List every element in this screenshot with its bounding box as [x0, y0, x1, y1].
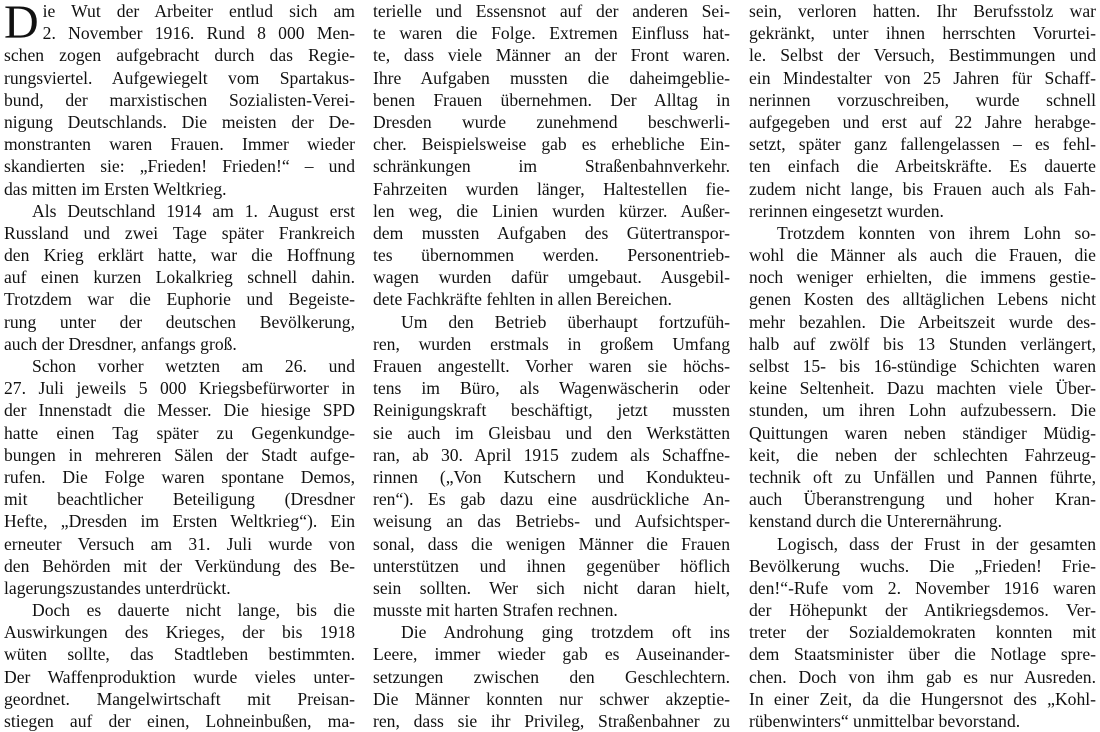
text-line: Um den Betrieb überhaupt fortzufüh-	[401, 311, 730, 332]
text-line: den!“-Rufe vom 2. November 1916 waren	[749, 577, 1096, 598]
text-line: te, dass viele Männer an der Front waren.	[373, 45, 730, 66]
text-line: Dresden wurde zunehmend beschwerli-	[373, 111, 730, 132]
text-line: der Innenstadt die Messer. Die hiesige SPD	[4, 400, 355, 421]
text-line: setzungen zwischen den Geschlechtern.	[373, 666, 730, 687]
text-line: wüten sollte, das Stadtleben bestimmten.	[4, 644, 355, 665]
text-line: te waren die Folge. Extremen Einfluss hat-	[373, 23, 730, 44]
text-line: tes übernommen werden. Personentrieb-	[373, 245, 730, 266]
text-line: ren, dass sie ihr Privileg, Straßenbahner zu	[373, 711, 730, 731]
text-line: Bevölkerung wuchs. Die „Frieden! Frie-	[749, 555, 1096, 576]
text-line: zudem nicht lange, bis Frauen auch als Fah-	[749, 178, 1096, 199]
text-line: terielle und Essensnot auf der anderen Sei-	[373, 1, 730, 21]
text-line: erneuter Versuch am 31. Juli wurde von	[4, 533, 355, 554]
text-line: stiegen auf der einen, Lohneinbußen, ma-	[4, 711, 355, 731]
text-line: hatte einen Tag später zu Gegenkundge-	[4, 422, 355, 443]
text-line: Ihre Aufgaben mussten die daheimgeblie-	[373, 67, 730, 88]
text-line: lagerungszustandes unterdrückt.	[4, 577, 231, 598]
text-line: Als Deutschland 1914 am 1. August erst	[32, 200, 355, 221]
text-line: musste mit harten Strafen rechnen.	[373, 600, 618, 621]
text-line: Logisch, dass der Frust in der gesamten	[777, 533, 1096, 554]
text-line: noch weniger erhielten, die immens gestie-	[749, 267, 1096, 288]
text-line: cher. Beispielsweise gab es erhebliche Ein-	[373, 134, 730, 155]
text-line: auch Überanstrengung und hoher Kran-	[749, 489, 1096, 510]
text-line: wagen wurden dafür umgebaut. Ausgebil-	[373, 267, 730, 288]
text-line: ren, wurden erstmals in großem Umfang	[373, 333, 730, 354]
text-line: len weg, die Linien wurden kürzer. Außer-	[373, 200, 730, 221]
text-line: Russland und zwei Tage später Frankreich	[4, 222, 355, 243]
text-line: keine Seltenheit. Dazu machten viele Über-	[749, 378, 1096, 399]
text-line: Frauen angestellt. Vorher waren sie höchs-	[373, 356, 730, 376]
text-line: nigung Deutschlands. Die meisten der De-	[4, 111, 355, 132]
text-line: rübenwinters“ unmittelbar bevorstand.	[749, 711, 1021, 731]
text-line: ran, ab 30. April 1915 zudem als Schaffne-	[373, 444, 730, 465]
text-line: ten einfach die Arbeitskräfte. Es dauerte	[749, 156, 1096, 177]
text-line: sonal, dass die wenigen Männer die Frauen	[373, 533, 730, 554]
text-line: 2. November 1916. Rund 8 000 Men-	[42, 23, 355, 44]
text-line: weisung an das Betriebs- und Aufsichtsper-	[373, 511, 730, 532]
text-line: Die Männer konnten nur schwer akzeptie-	[373, 688, 730, 709]
text-line: rinnen („Von Kutschern und Kondukteu-	[373, 466, 730, 487]
text-line: ein Mindestalter von 25 Jahren für Schaff-	[749, 67, 1096, 88]
text-line: keit, die neben der schlechten Fahrzeug-	[749, 444, 1096, 465]
text-line: Auswirkungen des Krieges, der bis 1918	[4, 622, 355, 643]
text-line: selbst 15- bis 16-stündige Schichten waren	[749, 356, 1096, 376]
text-line: dem Staatsminister über die Notlage spre-	[749, 644, 1096, 665]
text-line: bund, der marxistischen Sozialisten-Verei-	[4, 89, 355, 110]
text-line: treter der Sozialdemokraten konnten mit	[749, 622, 1096, 643]
text-line: mit beachtlicher Beteiligung (Dresdner	[4, 489, 355, 510]
text-line: In einer Zeit, da die Hungersnot des „Kohl-	[749, 688, 1096, 709]
text-line: unterstützen und ihnen gegenüber höflich	[373, 555, 730, 576]
text-line: 27. Juli jeweils 5 000 Kriegsbefürworter in	[4, 378, 355, 399]
text-line: ie Wut der Arbeiter entlud sich am	[42, 1, 355, 21]
text-line: Trotzdem konnten von ihrem Lohn so-	[777, 222, 1096, 243]
text-line: monstranten waren Frauen. Immer wieder	[4, 134, 355, 155]
text-line: auf einen kurzen Lokalkrieg schnell dahin.	[4, 267, 355, 288]
text-line: le. Selbst der Versuch, Bestimmungen und	[749, 45, 1096, 66]
text-line: Doch es dauerte nicht lange, bis die	[32, 600, 355, 621]
text-line: skandierten sie: „Frieden! Frieden!“ – und	[4, 156, 355, 177]
text-line: mehr bezahlen. Die Arbeitszeit wurde des-	[749, 311, 1096, 332]
text-line: stunden, um ihren Lohn aufzubessern. Die	[749, 400, 1096, 421]
text-line: das mitten im Ersten Weltkrieg.	[4, 178, 227, 199]
text-line: rung unter der deutschen Bevölkerung,	[4, 311, 355, 332]
text-line: sein sollten. Wer sich nicht daran hielt,	[373, 577, 730, 598]
text-line: Der Waffenproduktion wurde vieles unter-	[4, 666, 355, 687]
article-column-2	[373, 0, 730, 732]
text-line: setzt, später ganz fallengelassen – es fehl-	[749, 134, 1096, 155]
text-line: Reinigungskraft beschäftigt, jetzt mussten	[373, 400, 730, 421]
text-line: dem mussten Aufgaben des Gütertranspor-	[373, 222, 730, 243]
text-line: schränkungen im Straßenbahnverkehr.	[373, 156, 730, 177]
text-line: schen zogen aufgebracht durch das Regie-	[4, 45, 355, 66]
article-column-1	[4, 0, 355, 732]
text-line: dete Fachkräfte fehlten in allen Bereichen.	[373, 289, 672, 310]
text-line: Fahrzeiten wurden länger, Haltestellen fie-	[373, 178, 730, 199]
text-line: wohl die Männer als auch die Frauen, die	[749, 245, 1096, 266]
text-line: Schon vorher wetzten am 26. und	[32, 356, 355, 376]
text-line: benen Frauen übernehmen. Der Alltag in	[373, 89, 730, 110]
text-line: tens im Büro, als Wagenwäscherin oder	[373, 378, 730, 399]
text-line: sein, verloren hatten. Ihr Berufsstolz war	[749, 1, 1096, 21]
drop-cap: D	[4, 0, 39, 49]
text-line: auch der Dresdner, anfangs groß.	[4, 333, 237, 354]
text-line: ren“). Es gab dazu eine ausdrückliche An-	[373, 489, 730, 510]
text-line: Hefte, „Dresden im Ersten Weltkrieg“). Ein	[4, 511, 355, 532]
text-line: bungen in mehreren Sälen der Stadt aufge-	[4, 444, 355, 465]
text-line: Die Androhung ging trotzdem oft ins	[401, 622, 730, 643]
text-line: technik oft zu Unfällen und Pannen führte,	[749, 466, 1096, 487]
text-line: gekränkt, unter ihnen herrschten Vorurtei-	[749, 23, 1096, 44]
text-line: Trotzdem war die Euphorie und Begeiste-	[4, 289, 355, 310]
text-line: Quittungen waren neben ständiger Müdig-	[749, 422, 1096, 443]
text-line: der Höhepunkt der Antikriegsdemos. Ver-	[749, 600, 1096, 621]
text-line: den Krieg erklärt hatte, war die Hoffnung	[4, 245, 355, 266]
text-line: den Behörden mit der Verkündung des Be-	[4, 555, 355, 576]
text-line: genen Kosten des alltäglichen Lebens nicht	[749, 289, 1096, 310]
text-line: rerinnen eingesetzt wurden.	[749, 200, 944, 221]
text-line: rungsviertel. Aufgewiegelt vom Spartakus-	[4, 67, 355, 88]
article-column-3	[749, 0, 1096, 732]
text-line: rufen. Die Folge waren spontane Demos,	[4, 466, 355, 487]
text-line: kenstand durch die Unterernährung.	[749, 511, 1003, 532]
text-line: aufgegeben und erst auf 22 Jahre herabge-	[749, 111, 1096, 132]
text-line: sie auch im Gleisbau und den Werkstätten	[373, 422, 730, 443]
text-line: nerinnen vorzuschreiben, wurde schnell	[749, 89, 1096, 110]
text-line: chen. Doch von ihm gab es nur Ausreden.	[749, 666, 1096, 687]
text-line: halb auf zwölf bis 13 Stunden verlängert,	[749, 333, 1096, 354]
text-line: geordnet. Mangelwirtschaft mit Preisan-	[4, 688, 355, 709]
text-line: Leere, immer wieder gab es Auseinander-	[373, 644, 730, 665]
